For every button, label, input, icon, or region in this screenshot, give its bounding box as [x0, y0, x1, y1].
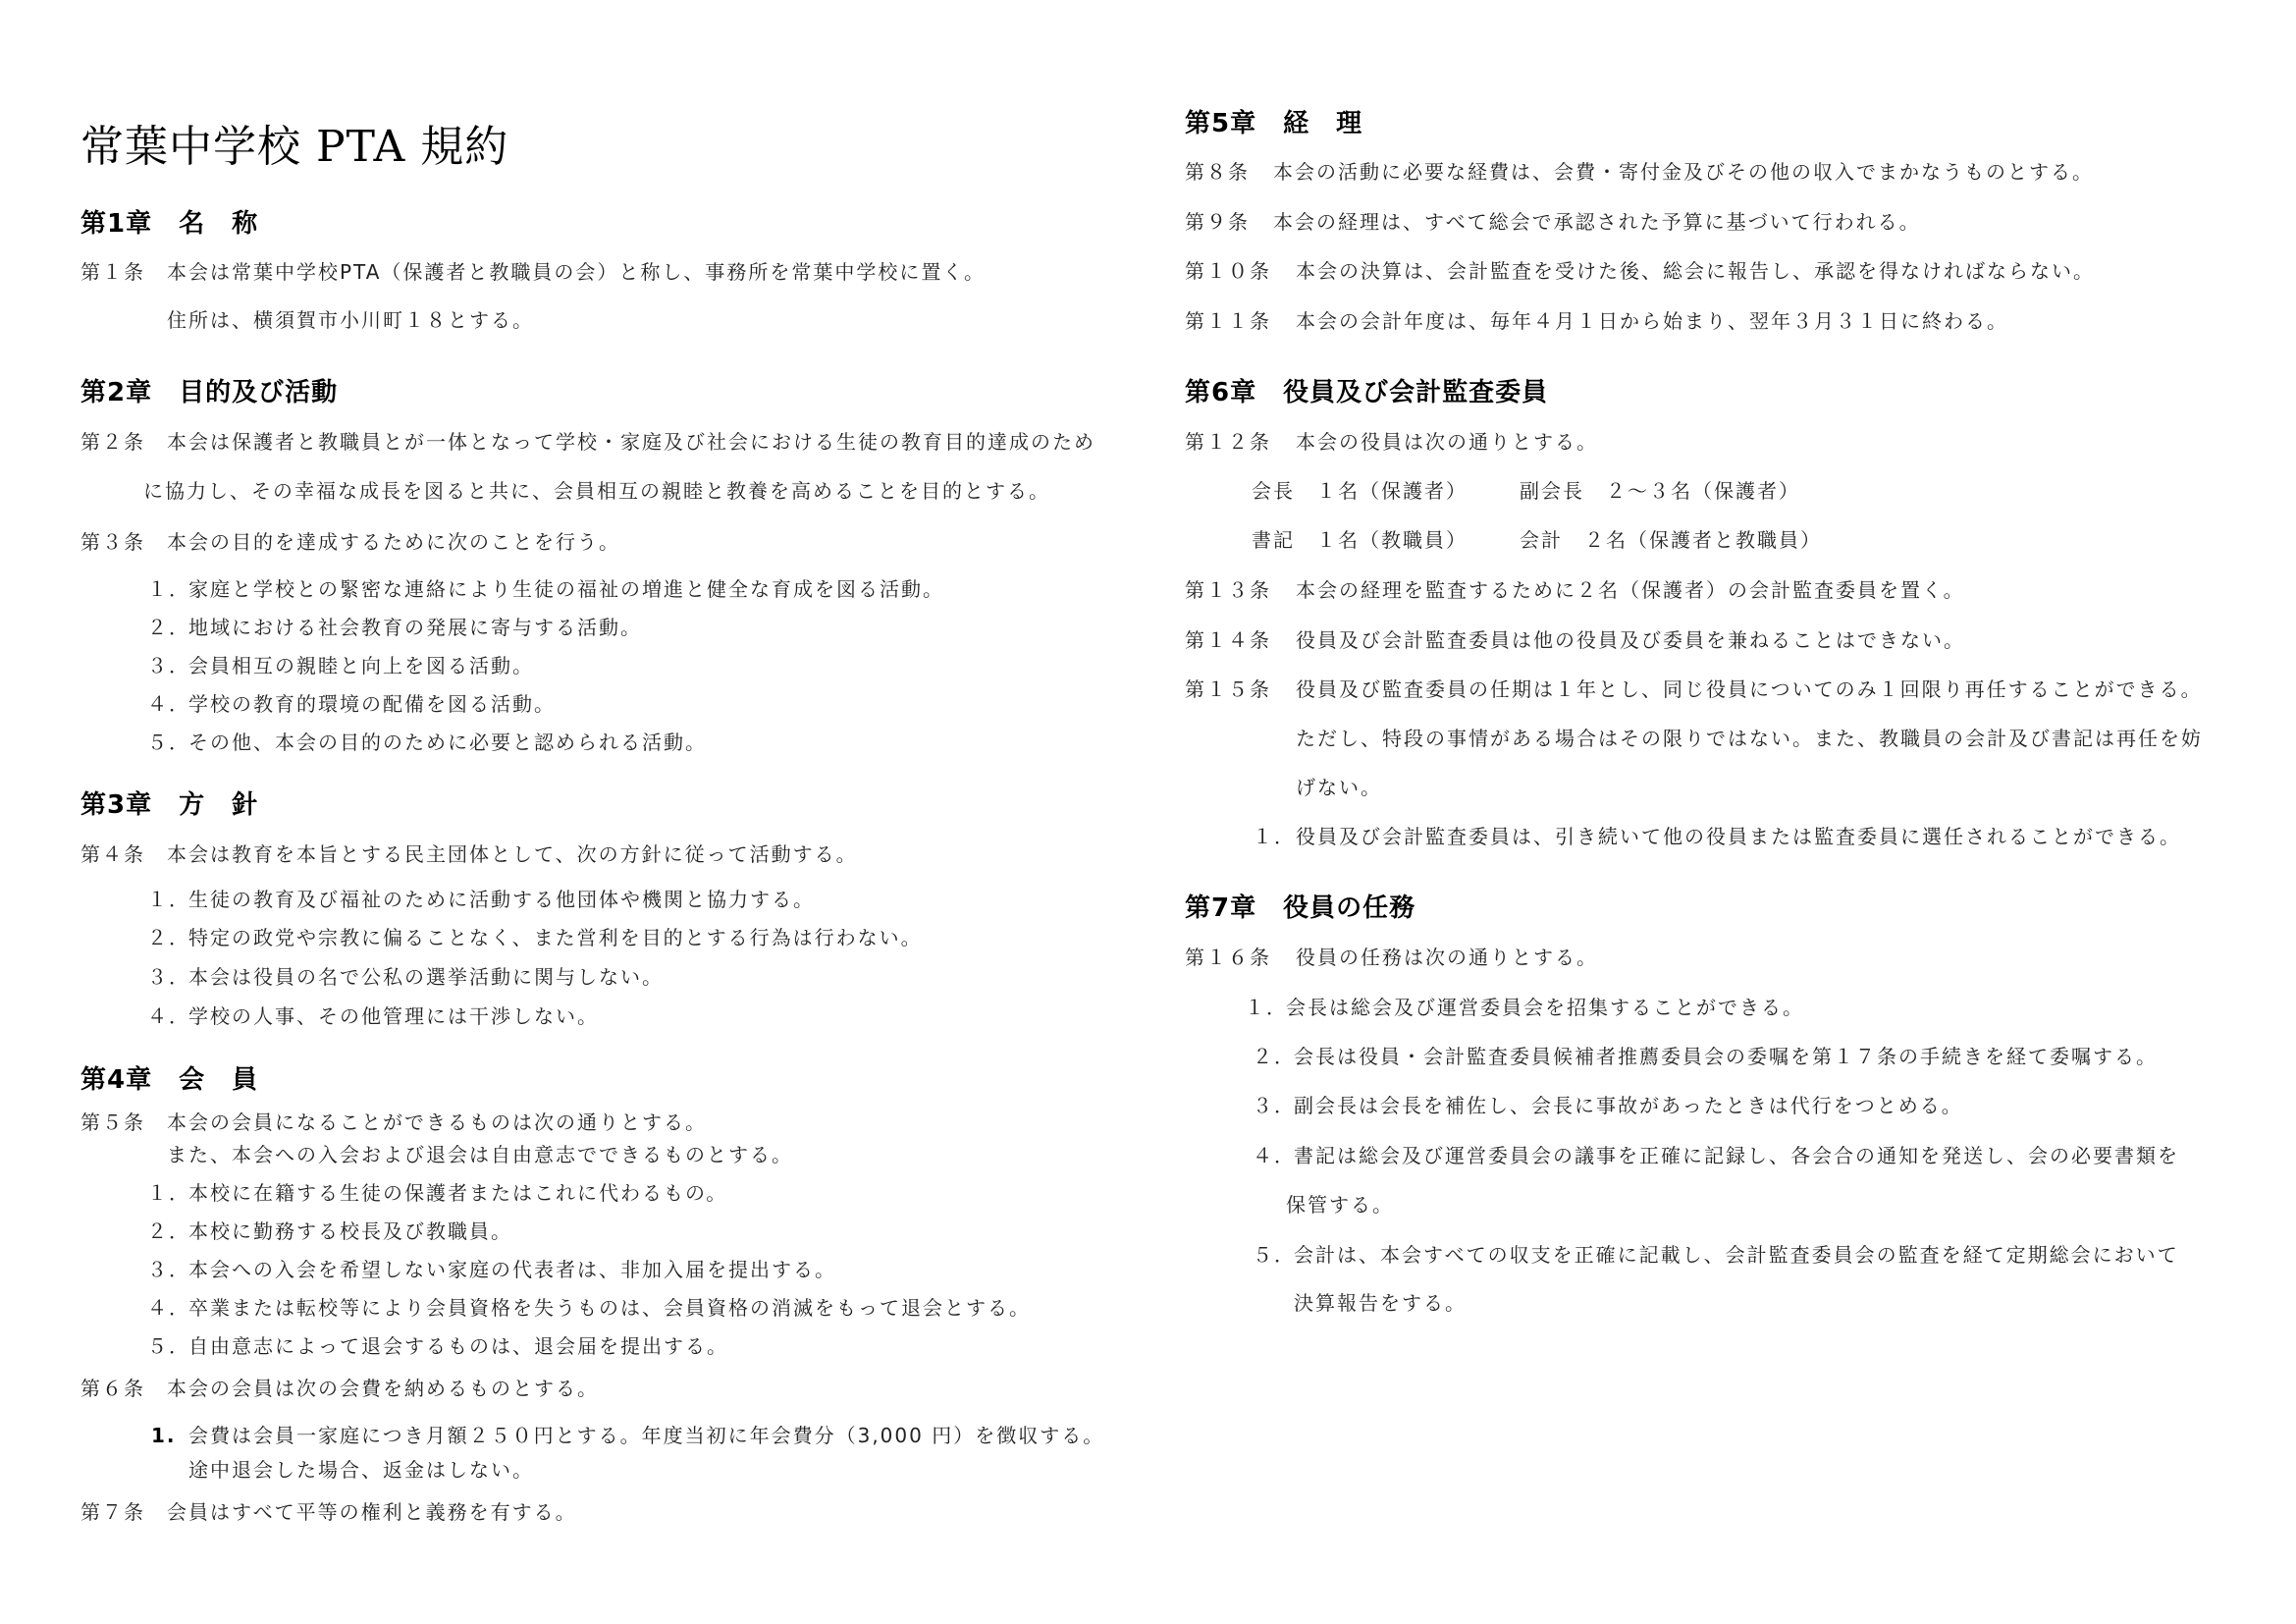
article-text: 本会の活動に必要な経費は、会費・寄付金及びその他の収入でまかなうものとする。	[1273, 160, 2094, 184]
officer-entry: 副会長 ２～３名（保護者）	[1520, 479, 1800, 503]
list-item: 本会への入会を希望しない家庭の代表者は、非加入届を提出する。	[188, 1258, 836, 1281]
article-text: 本会の役員は次の通りとする。	[1296, 430, 1598, 454]
chapter-6-heading: 第6章 役員及び会計監査委員	[1185, 378, 1549, 407]
list-item-num: ４．	[147, 692, 190, 716]
list-item-num: ３．	[1253, 1094, 1296, 1117]
article-label: 第２条	[80, 430, 145, 454]
article-text: 本会の経理を監査するために２名（保護者）の会計監査委員を置く。	[1296, 578, 1965, 602]
list-item: 学校の人事、その他管理には干渉しない。	[188, 1004, 599, 1028]
article-text: 本会は常葉中学校PTA（保護者と教職員の会）と称し、事務所を常葉中学校に置く。	[167, 260, 987, 284]
list-item: 会費は会員一家庭につき月額２５０円とする。年度当初に年会費分（3,000 円）を徴収する。	[188, 1424, 1105, 1447]
article-cont: ただし、特段の事情がある場合はその限りではない。また、教職員の会計及び書記は再任を妨	[1296, 727, 2203, 750]
officer-entry: 会計 ２名（保護者と教職員）	[1520, 528, 1822, 552]
article-text: 本会は教育を本旨とする民主団体として、次の方針に従って活動する。	[167, 842, 858, 866]
article-label: 第６条	[80, 1377, 145, 1400]
list-item-num: ２．	[147, 926, 190, 949]
list-item-num: 1.	[151, 1424, 177, 1447]
article-text: 本会の決算は、会計監査を受けた後、総会に報告し、承認を得なければならない。	[1296, 259, 2095, 283]
list-item: その他、本会の目的のために必要と認められる活動。	[188, 731, 707, 754]
article-text: 本会の経理は、すべて総会で承認された予算に基づいて行われる。	[1273, 210, 1921, 234]
chapter-5-heading: 第5章 経 理	[1185, 109, 1363, 138]
article-label: 第１条	[80, 260, 145, 284]
list-item-num: １．	[1245, 996, 1288, 1019]
article-label: 第８条	[1185, 160, 1250, 184]
article-text: 役員及び会計監査委員は他の役員及び委員を兼ねることはできない。	[1296, 628, 1965, 652]
article-text: 会員はすべて平等の権利と義務を有する。	[167, 1500, 577, 1524]
article-text: 本会は保護者と教職員とが一体となって学校・家庭及び社会における生徒の教育目的達成のため	[167, 430, 1095, 454]
list-item-num: ２．	[147, 616, 190, 639]
chapter-2-heading: 第2章 目的及び活動	[80, 378, 339, 407]
officer-entry: 会長 １名（保護者）	[1252, 479, 1468, 503]
list-item: 本校に勤務する校長及び教職員。	[188, 1219, 512, 1243]
list-item: 会長は役員・会計監査委員候補者推薦委員会の委嘱を第１７条の手続きを経て委嘱する。	[1294, 1045, 2158, 1068]
list-item: 書記は総会及び運営委員会の議事を正確に記録し、各会合の通知を発送し、会の必要書類を	[1294, 1144, 2179, 1167]
article-text: 役員の任務は次の通りとする。	[1296, 946, 1598, 969]
article-label: 第１２条	[1185, 430, 1271, 454]
article-label: 第９条	[1185, 210, 1250, 234]
article-cont: また、本会への入会および退会は自由意志でできるものとする。	[167, 1143, 793, 1166]
list-item: 地域における社会教育の発展に寄与する活動。	[188, 616, 642, 639]
list-item-cont: 途中退会した場合、返金はしない。	[188, 1458, 534, 1482]
article-cont: に協力し、その幸福な成長を図ると共に、会員相互の親睦と教養を高めることを目的とする。	[143, 479, 1050, 503]
list-item: 本会は役員の名で公私の選挙活動に関与しない。	[188, 965, 664, 989]
list-item: 会員相互の親睦と向上を図る活動。	[188, 654, 534, 677]
article-label: 第１１条	[1185, 309, 1271, 333]
list-item-num: ４．	[1253, 1144, 1296, 1167]
list-item-num: １．	[147, 577, 190, 601]
list-item-cont: 保管する。	[1286, 1193, 1394, 1217]
list-item: 学校の教育的環境の配備を図る活動。	[188, 692, 556, 716]
article-label: 第４条	[80, 842, 145, 866]
list-item: 自由意志によって退会するものは、退会届を提出する。	[188, 1334, 728, 1358]
list-item: 卒業または転校等により会員資格を失うものは、会員資格の消滅をもって退会とする。	[188, 1296, 1031, 1320]
officer-entry: 書記 １名（教職員）	[1252, 528, 1468, 552]
article-label: 第１５条	[1185, 677, 1271, 701]
list-item: 本校に在籍する生徒の保護者またはこれに代わるもの。	[188, 1181, 728, 1205]
list-item-num: １．	[1253, 825, 1296, 848]
chapter-4-heading: 第4章 会 員	[80, 1065, 259, 1095]
list-item-num: ２．	[147, 1219, 190, 1243]
list-item-num: １．	[147, 888, 190, 911]
list-item-num: ３．	[147, 1258, 190, 1281]
article-cont: 住所は、横須賀市小川町１８とする。	[167, 308, 534, 332]
article-text: 役員及び監査委員の任期は１年とし、同じ役員についてのみ１回限り再任することができる。	[1296, 677, 2203, 701]
list-item: 特定の政党や宗教に偏ることなく、また営利を目的とする行為は行わない。	[188, 926, 923, 949]
list-item-num: １．	[147, 1181, 190, 1205]
list-item-num: ３．	[147, 965, 190, 989]
article-text: 本会の目的を達成するために次のことを行う。	[167, 530, 620, 554]
article-text: 本会の会員になることができるものは次の通りとする。	[167, 1110, 707, 1134]
chapter-7-heading: 第7章 役員の任務	[1185, 893, 1416, 923]
article-label: 第７条	[80, 1500, 145, 1524]
chapter-1-heading: 第1章 名 称	[80, 209, 259, 239]
list-item: 会計は、本会すべての収支を正確に記載し、会計監査委員会の監査を経て定期総会において	[1294, 1243, 2179, 1267]
list-item: 役員及び会計監査委員は、引き続いて他の役員または監査委員に選任されることができる。	[1296, 825, 2181, 848]
article-label: 第１０条	[1185, 259, 1271, 283]
list-item: 生徒の教育及び福祉のために活動する他団体や機関と協力する。	[188, 888, 815, 911]
article-label: 第１４条	[1185, 628, 1271, 652]
list-item-cont: 決算報告をする。	[1294, 1291, 1467, 1315]
list-item-num: ４．	[147, 1004, 190, 1028]
list-item: 副会長は会長を補佐し、会長に事故があったときは代行をつとめる。	[1294, 1094, 1963, 1117]
article-text: 本会の会計年度は、毎年４月１日から始まり、翌年３月３１日に終わる。	[1296, 309, 2008, 333]
article-label: 第１３条	[1185, 578, 1271, 602]
article-label: 第５条	[80, 1110, 145, 1134]
document-title: 常葉中学校 PTA 規約	[80, 122, 509, 172]
article-text: 本会の会員は次の会費を納めるものとする。	[167, 1377, 599, 1400]
list-item-num: ３．	[147, 654, 190, 677]
list-item-num: ４．	[147, 1296, 190, 1320]
article-label: 第３条	[80, 530, 145, 554]
article-label: 第１６条	[1185, 946, 1271, 969]
list-item: 家庭と学校との緊密な連絡により生徒の福祉の増進と健全な育成を図る活動。	[188, 577, 944, 601]
list-item-num: ５．	[147, 731, 190, 754]
article-cont: げない。	[1296, 776, 1382, 799]
chapter-3-heading: 第3章 方 針	[80, 790, 259, 820]
list-item-num: ５．	[1253, 1243, 1296, 1267]
list-item-num: ５．	[147, 1334, 190, 1358]
list-item: 会長は総会及び運営委員会を招集することができる。	[1286, 996, 1804, 1019]
list-item-num: ２．	[1253, 1045, 1296, 1068]
